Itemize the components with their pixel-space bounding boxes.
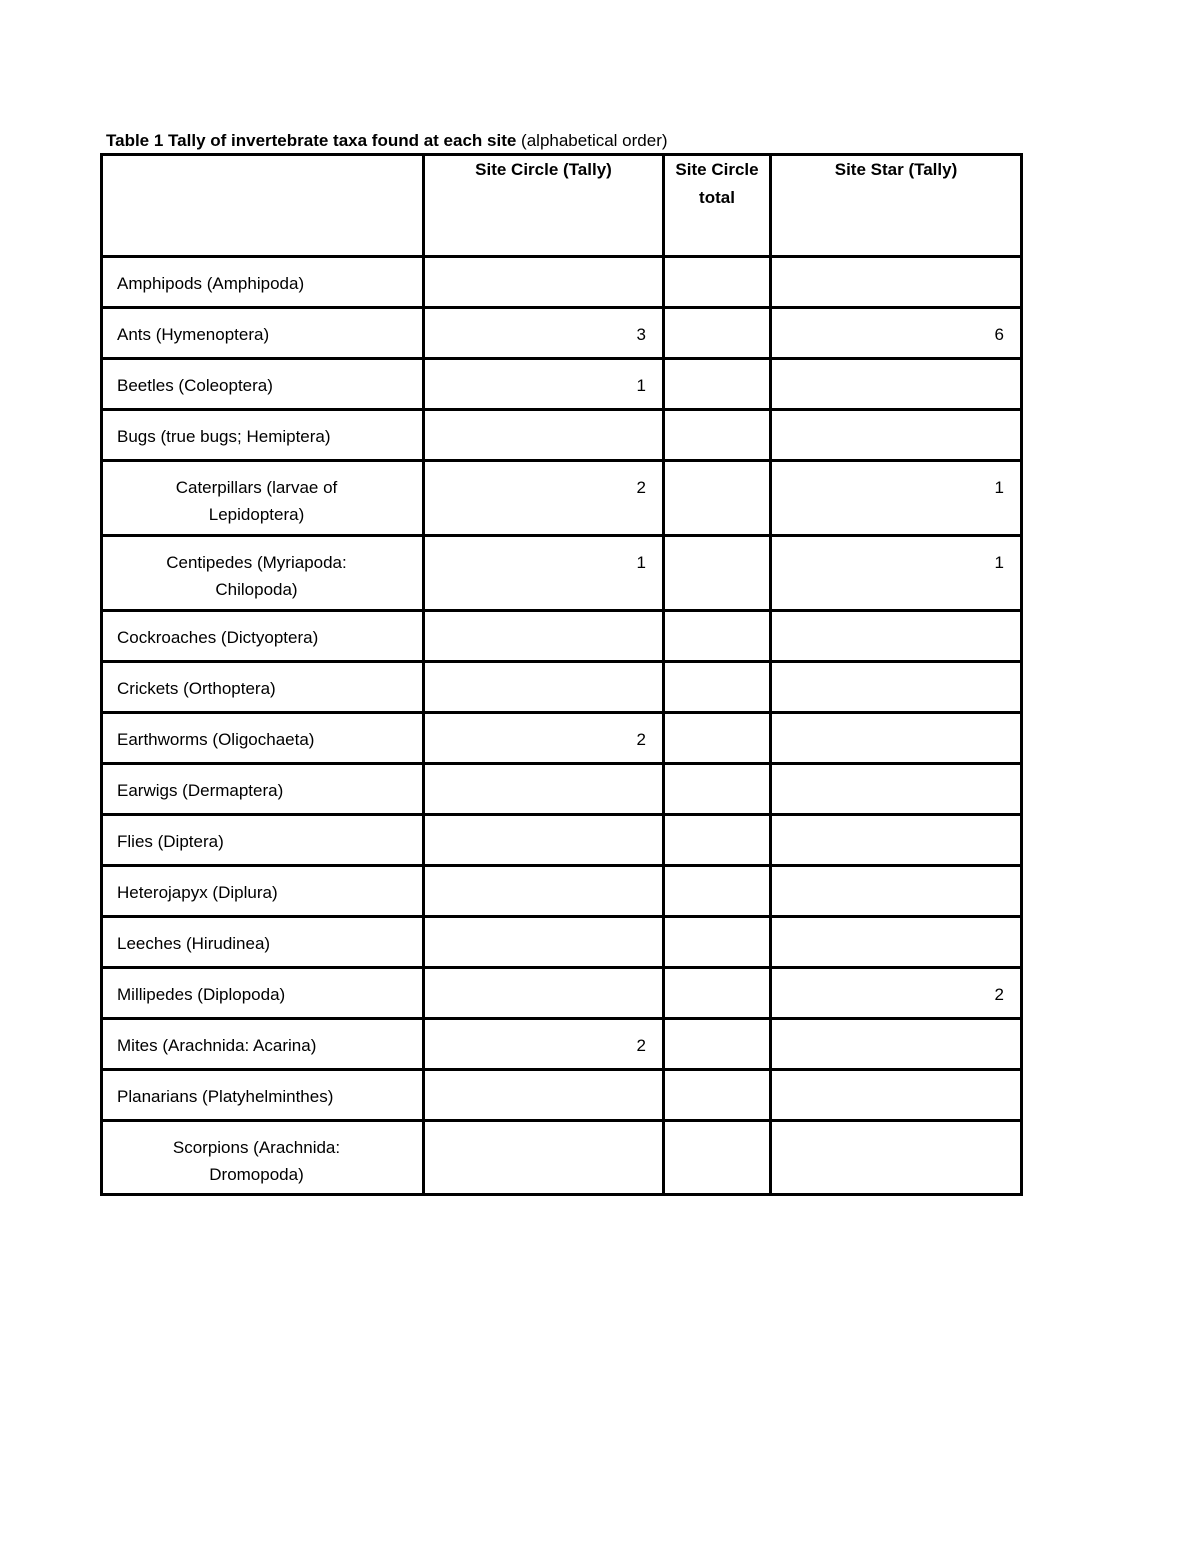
site-star-tally-cell xyxy=(771,917,1022,968)
site-star-tally-cell: 2 xyxy=(771,968,1022,1019)
taxon-cell: Scorpions (Arachnida: Dromopoda) xyxy=(102,1121,424,1195)
invertebrate-tally-table xyxy=(100,153,1023,1196)
site-star-tally-cell xyxy=(771,611,1022,662)
site-star-tally-cell: 1 xyxy=(771,461,1022,536)
table-row xyxy=(102,359,1022,410)
site-circle-total-cell xyxy=(664,713,771,764)
header-site-circle-total: Site Circle total xyxy=(664,155,771,257)
site-star-tally-cell: 6 xyxy=(771,308,1022,359)
site-circle-total-cell xyxy=(664,866,771,917)
table-row xyxy=(102,410,1022,461)
site-circle-tally-cell xyxy=(424,1070,664,1121)
table-row xyxy=(102,968,1022,1019)
table-row xyxy=(102,461,1022,536)
table-row xyxy=(102,815,1022,866)
site-star-tally-cell: 1 xyxy=(771,536,1022,611)
site-circle-total-cell xyxy=(664,815,771,866)
table-caption xyxy=(106,130,668,152)
site-circle-total-cell xyxy=(664,410,771,461)
site-star-tally-cell xyxy=(771,410,1022,461)
taxon-cell: Earthworms (Oligochaeta) xyxy=(102,713,424,764)
taxon-cell: Cockroaches (Dictyoptera) xyxy=(102,611,424,662)
site-circle-tally-cell: 3 xyxy=(424,308,664,359)
site-circle-total-cell xyxy=(664,917,771,968)
site-circle-tally-cell xyxy=(424,917,664,968)
site-circle-tally-cell xyxy=(424,662,664,713)
site-circle-total-cell xyxy=(664,257,771,308)
header-site-star-tally: Site Star (Tally) xyxy=(771,155,1022,257)
table-row xyxy=(102,764,1022,815)
site-circle-tally-cell xyxy=(424,1121,664,1195)
site-circle-total-cell xyxy=(664,968,771,1019)
site-circle-total-cell xyxy=(664,1070,771,1121)
site-star-tally-cell xyxy=(771,815,1022,866)
site-star-tally-cell xyxy=(771,1121,1022,1195)
table-row xyxy=(102,1121,1022,1195)
table-body xyxy=(102,257,1022,1195)
taxon-cell: Earwigs (Dermaptera) xyxy=(102,764,424,815)
taxon-cell: Leeches (Hirudinea) xyxy=(102,917,424,968)
site-circle-total-cell xyxy=(664,1121,771,1195)
header-row xyxy=(102,155,1022,257)
site-star-tally-cell xyxy=(771,257,1022,308)
site-circle-tally-cell: 1 xyxy=(424,536,664,611)
table-row xyxy=(102,1019,1022,1070)
site-circle-tally-cell xyxy=(424,257,664,308)
site-circle-total-cell xyxy=(664,536,771,611)
site-circle-total-cell xyxy=(664,1019,771,1070)
site-circle-tally-cell xyxy=(424,968,664,1019)
site-circle-tally-cell xyxy=(424,764,664,815)
site-circle-total-cell xyxy=(664,461,771,536)
taxon-cell: Bugs (true bugs; Hemiptera) xyxy=(102,410,424,461)
taxon-cell: Planarians (Platyhelminthes) xyxy=(102,1070,424,1121)
caption-title: Table 1 Tally of invertebrate taxa found at each site xyxy=(106,131,517,150)
taxon-cell: Amphipods (Amphipoda) xyxy=(102,257,424,308)
header-taxon xyxy=(102,155,424,257)
site-circle-tally-cell xyxy=(424,815,664,866)
table-row xyxy=(102,308,1022,359)
taxon-cell: Flies (Diptera) xyxy=(102,815,424,866)
table-row xyxy=(102,536,1022,611)
site-circle-tally-cell: 2 xyxy=(424,1019,664,1070)
table-row xyxy=(102,713,1022,764)
site-circle-total-cell xyxy=(664,662,771,713)
taxon-cell: Millipedes (Diplopoda) xyxy=(102,968,424,1019)
site-circle-tally-cell xyxy=(424,410,664,461)
site-circle-total-cell xyxy=(664,308,771,359)
table-row xyxy=(102,917,1022,968)
site-star-tally-cell xyxy=(771,359,1022,410)
caption-note: (alphabetical order) xyxy=(516,131,668,150)
site-star-tally-cell xyxy=(771,764,1022,815)
table-row xyxy=(102,611,1022,662)
taxon-cell: Beetles (Coleoptera) xyxy=(102,359,424,410)
site-circle-tally-cell: 2 xyxy=(424,713,664,764)
site-circle-tally-cell xyxy=(424,611,664,662)
taxon-cell: Centipedes (Myriapoda: Chilopoda) xyxy=(102,536,424,611)
site-circle-tally-cell xyxy=(424,866,664,917)
site-star-tally-cell xyxy=(771,662,1022,713)
table-row xyxy=(102,1070,1022,1121)
table-row xyxy=(102,257,1022,308)
taxon-cell: Mites (Arachnida: Acarina) xyxy=(102,1019,424,1070)
taxon-cell: Ants (Hymenoptera) xyxy=(102,308,424,359)
site-star-tally-cell xyxy=(771,1070,1022,1121)
site-circle-total-cell xyxy=(664,611,771,662)
taxon-cell: Caterpillars (larvae of Lepidoptera) xyxy=(102,461,424,536)
site-circle-total-cell xyxy=(664,764,771,815)
site-star-tally-cell xyxy=(771,1019,1022,1070)
site-star-tally-cell xyxy=(771,713,1022,764)
header-site-circle-tally: Site Circle (Tally) xyxy=(424,155,664,257)
table-row xyxy=(102,866,1022,917)
site-circle-tally-cell: 2 xyxy=(424,461,664,536)
table-row xyxy=(102,662,1022,713)
taxon-cell: Crickets (Orthoptera) xyxy=(102,662,424,713)
taxon-cell: Heterojapyx (Diplura) xyxy=(102,866,424,917)
site-circle-tally-cell: 1 xyxy=(424,359,664,410)
site-star-tally-cell xyxy=(771,866,1022,917)
site-circle-total-cell xyxy=(664,359,771,410)
table-header xyxy=(102,155,1022,257)
